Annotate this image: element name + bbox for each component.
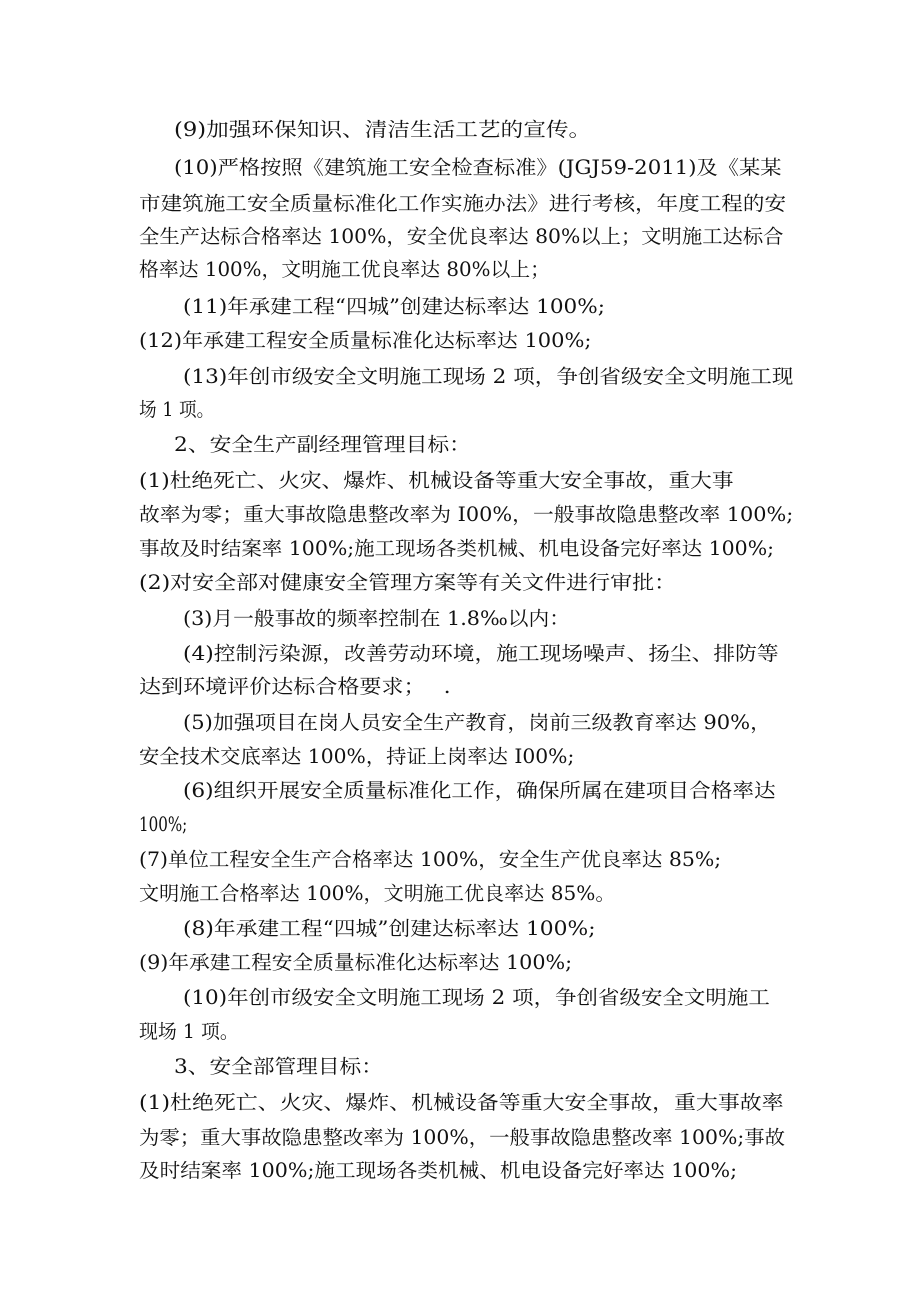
text-line: (5)加强项目在岗人员安全生产教育，岗前三级教育率达 90%， xyxy=(183,711,772,734)
text-line: 格率达 100%，文明施工优良率达 80%以上； xyxy=(139,258,550,281)
text-line: 100%; xyxy=(139,813,188,836)
text-line: 全生产达标合格率达 100%，安全优良率达 80%以上；文明施工达标合 xyxy=(139,225,784,248)
text-line: (13)年创市级安全文明施工现场 2 项，争创省级安全文明施工现 xyxy=(183,365,794,388)
text-line: 3、安全部管理目标： xyxy=(174,1055,383,1078)
text-line: (4)控制污染源，改善劳动环境，施工现场噪声、扬尘、排防等 xyxy=(183,642,779,665)
text-line: (11)年承建工程“四城”创建达标率达 100%; xyxy=(183,295,605,318)
text-line: 2、安全生产副经理管理目标： xyxy=(174,433,471,456)
text-line: (6)组织开展安全质量标准化工作，确保所属在建项目合格率达 xyxy=(183,779,776,802)
text-line: 安全技术交底率达 100%，持证上岗率达 I00%; xyxy=(139,745,575,768)
text-line: (2)对安全部对健康安全管理方案等有关文件进行审批： xyxy=(139,571,677,594)
text-line: 场 1 项。 xyxy=(139,398,215,421)
text-line: 现场 1 项。 xyxy=(139,1020,239,1043)
text-line: (3)月一般事故的频率控制在 1.8‰以内： xyxy=(183,607,571,630)
text-line: (1)杜绝死亡、火灾、爆炸、机械设备等重大安全事故，重大事 xyxy=(139,469,734,492)
text-line: (8)年承建工程“四城”创建达标率达 100%; xyxy=(183,917,596,940)
text-line: 文明施工合格率达 100%，文明施工优良率达 85%。 xyxy=(139,882,616,905)
text-line: 达到环境评价达标合格要求； . xyxy=(139,675,451,698)
text-line: (10)严格按照《建筑施工安全检查标准》(JGJ59-2011)及《某某 xyxy=(174,156,782,179)
text-line: 事故及时结案率 100%;施工现场各类机械、机电设备完好率达 100%; xyxy=(139,537,775,560)
text-line: (12)年承建工程安全质量标准化达标率达 100%; xyxy=(139,329,592,352)
text-line: 为零；重大事故隐患整改率为 100%，一般事故隐患整改率 100%;事故 xyxy=(139,1126,785,1149)
text-line: 市建筑施工安全质量标准化工作实施办法》进行考核，年度工程的安 xyxy=(139,192,787,215)
text-line: (9)加强环保知识、清洁生活工艺的宣传。 xyxy=(174,118,592,141)
text-line: (9)年承建工程安全质量标准化达标率达 100%; xyxy=(139,951,573,974)
text-line: (7)单位工程安全生产合格率达 100%，安全生产优良率达 85%; xyxy=(139,848,722,871)
text-line: (10)年创市级安全文明施工现场 2 项，争创省级安全文明施工 xyxy=(183,986,770,1009)
text-line: 故率为零；重大事故隐患整改率为 I00%，一般事故隐患整改率 100%; xyxy=(139,503,794,526)
text-line: (1)杜绝死亡、火灾、爆炸、机械设备等重大安全事故，重大事故率 xyxy=(139,1091,784,1114)
text-line: 及时结案率 100%;施工现场各类机械、机电设备完好率达 100%; xyxy=(139,1159,738,1182)
